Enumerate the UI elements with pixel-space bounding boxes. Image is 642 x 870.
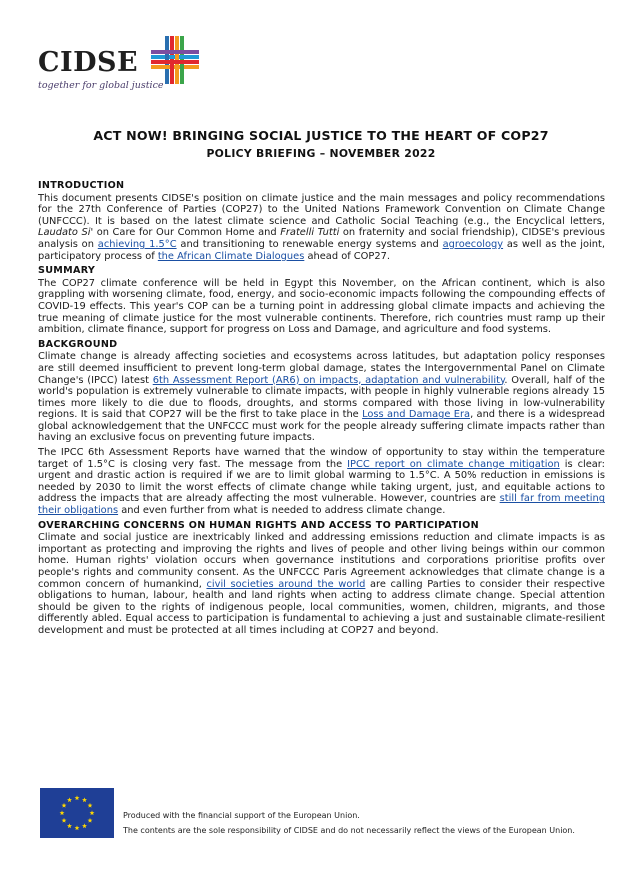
eu-star-icon	[88, 803, 93, 808]
eu-star-icon	[67, 823, 72, 828]
section-background	[38, 339, 605, 517]
eu-star-icon	[62, 818, 67, 823]
heading-summary: SUMMARY	[38, 265, 96, 277]
text-run: as well as the joint, participatory process of	[38, 238, 605, 262]
woven-cross-icon	[151, 36, 199, 84]
eu-star-icon	[82, 797, 87, 802]
heading-introduction: INTRODUCTION	[38, 180, 125, 191]
paragraph-human-rights	[38, 532, 605, 636]
eu-star-icon	[75, 825, 80, 830]
footer-funding-note: Produced with the financial support of the European Union.	[123, 811, 360, 820]
text-run: and even further from what is needed to address climate change.	[118, 505, 446, 517]
paragraph-introduction	[38, 193, 605, 263]
footer-disclaimer: The contents are the sole responsibility of CIDSE and do not necessarily reflect the views of the European Union.	[123, 826, 575, 835]
eu-star-icon	[62, 803, 67, 808]
text-italic: Laudato Si'	[38, 227, 94, 239]
eu-star-icon	[82, 823, 87, 828]
heading-background: BACKGROUND	[38, 338, 118, 350]
document-body	[38, 180, 605, 640]
text-run: This document presents CIDSE's position on climate justice and the main messages and policy recommendations for the 27th Conference of Parties (COP27) to the United Nations Framework Convention on Climate Change (UNFCCC). It is based on the latest climate science and Catholic Social Teaching (e.g., the Encyclical letters,	[38, 192, 605, 227]
paragraph-background-1	[38, 351, 605, 444]
eu-star-icon	[90, 810, 95, 815]
link-civil-societies[interactable]: civil societies around the world	[206, 578, 366, 590]
text-run: are calling Parties to consider their respective obligations to human, labour, health and land rights when acting to address climate change. Special attention should be given to the rights of indigenous people, local communities, women, children, migrants, and those differently abled. Equal access to participation is fundamental to achieving a just and sustainable climate-resilient development and must be protected at all times including at COP27 and beyond.	[38, 578, 605, 636]
text-run: and transitioning to renewable energy systems and	[176, 238, 443, 250]
paragraph-summary: The COP27 climate conference will be held in Egypt this November, on the African continent, which is also grappling with worsening climate, food, energy, and socio-economic impacts following the compounding effects of COVID-19 effects. This year's COP can be a turning point in addressing global climate impacts and achieving the true meaning of climate justice for the most vulnerable continents. Therefore, rich countries must ramp up their ambition, climate finance, support for progress on Loss and Damage, and agriculture and food systems.	[38, 277, 605, 336]
eu-flag-icon	[40, 788, 114, 838]
document-title: ACT NOW! BRINGING SOCIAL JUSTICE TO THE HEART OF COP27	[93, 128, 549, 143]
eu-stars-icon	[40, 788, 114, 838]
text-run: Climate and social justice are inextricably linked and addressing emissions reduction and climate impacts is as important as protecting and improving the rights and lives of people and other living beings within our common home. Human rights' violation occurs when governance institutions and corporations prioritise profits over people's rights and community consent. As the UNFCCC Paris Agreement acknowledges that climate change is a common concern of humankind,	[38, 532, 605, 590]
eu-star-icon	[75, 795, 80, 800]
paragraph-background-2	[38, 447, 605, 517]
link-agroecology[interactable]: agroecology	[442, 238, 504, 250]
eu-star-icon	[88, 818, 93, 823]
link-far-from-obligations[interactable]: still far from meeting their obligations	[38, 493, 605, 517]
text-run: is clear: urgent and drastic action is required if we are to limit global warming to 1.5°C. A 50% reduction in emissions is needed by 2030 to limit the worst effects of climate change while taking urgent, just, and equitable actions to address the impacts that are already affecting the most vulnerable. However, countries are	[38, 458, 605, 505]
text-run: on fraternity and social friendship), CIDSE's previous analysis on	[38, 227, 605, 250]
link-ipcc-mitigation-report[interactable]: IPCC report on climate change mitigation	[347, 458, 560, 470]
section-human-rights	[38, 520, 605, 637]
text-run: , and there is a widespread global acknowledgement that the UNFCCC must work for the people already suffering climate impacts rather than having an exclusive focus on preventing future impacts.	[38, 409, 605, 444]
link-african-climate-dialogues[interactable]: the African Climate Dialogues	[157, 250, 305, 262]
text-run: Climate change is already affecting societies and ecosystems across latitudes, but adaptation policy responses are still deemed insufficient to prevent long-term global damage, states the Intergovernmental Panel on Climate Change's (IPCC) latest	[38, 351, 605, 386]
text-run: The IPCC 6th Assessment Reports have warned that the window of opportunity to stay within the temperature target of 1.5°C is closing very fast. The message from the	[38, 447, 605, 470]
link-achieving-1-5c[interactable]: achieving 1.5°C	[97, 238, 177, 250]
logo-tagline: together for global justice	[38, 80, 164, 91]
eu-star-icon	[60, 810, 65, 815]
text-run: on Care for Our Common Home and	[93, 227, 281, 239]
cidse-logo[interactable]	[38, 36, 208, 96]
section-summary	[38, 265, 605, 336]
eu-star-icon	[67, 797, 72, 802]
link-loss-and-damage-era[interactable]: Loss and Damage Era	[362, 409, 471, 421]
text-run: ahead of COP27.	[304, 250, 391, 262]
text-run: . Overall, half of the world's population is extremely vulnerable to climate impacts, with people in highly vulnerable regions already 15 times more likely to die due to floods, droughts, and storms compared with those living in low-vulnerability regions. It is said that COP27 will be the first to take place in the	[38, 374, 605, 421]
heading-human-rights: OVERARCHING CONCERNS ON HUMAN RIGHTS AND ACCESS TO PARTICIPATION	[38, 519, 479, 531]
text-italic: Fratelli Tutti	[280, 227, 340, 239]
link-ar6-report[interactable]: 6th Assessment Report (AR6) on impacts, adaptation and vulnerability	[152, 374, 505, 386]
document-subtitle: POLICY BRIEFING – NOVEMBER 2022	[206, 147, 436, 160]
section-introduction	[38, 180, 605, 262]
logo-wordmark: CIDSE	[38, 47, 139, 78]
